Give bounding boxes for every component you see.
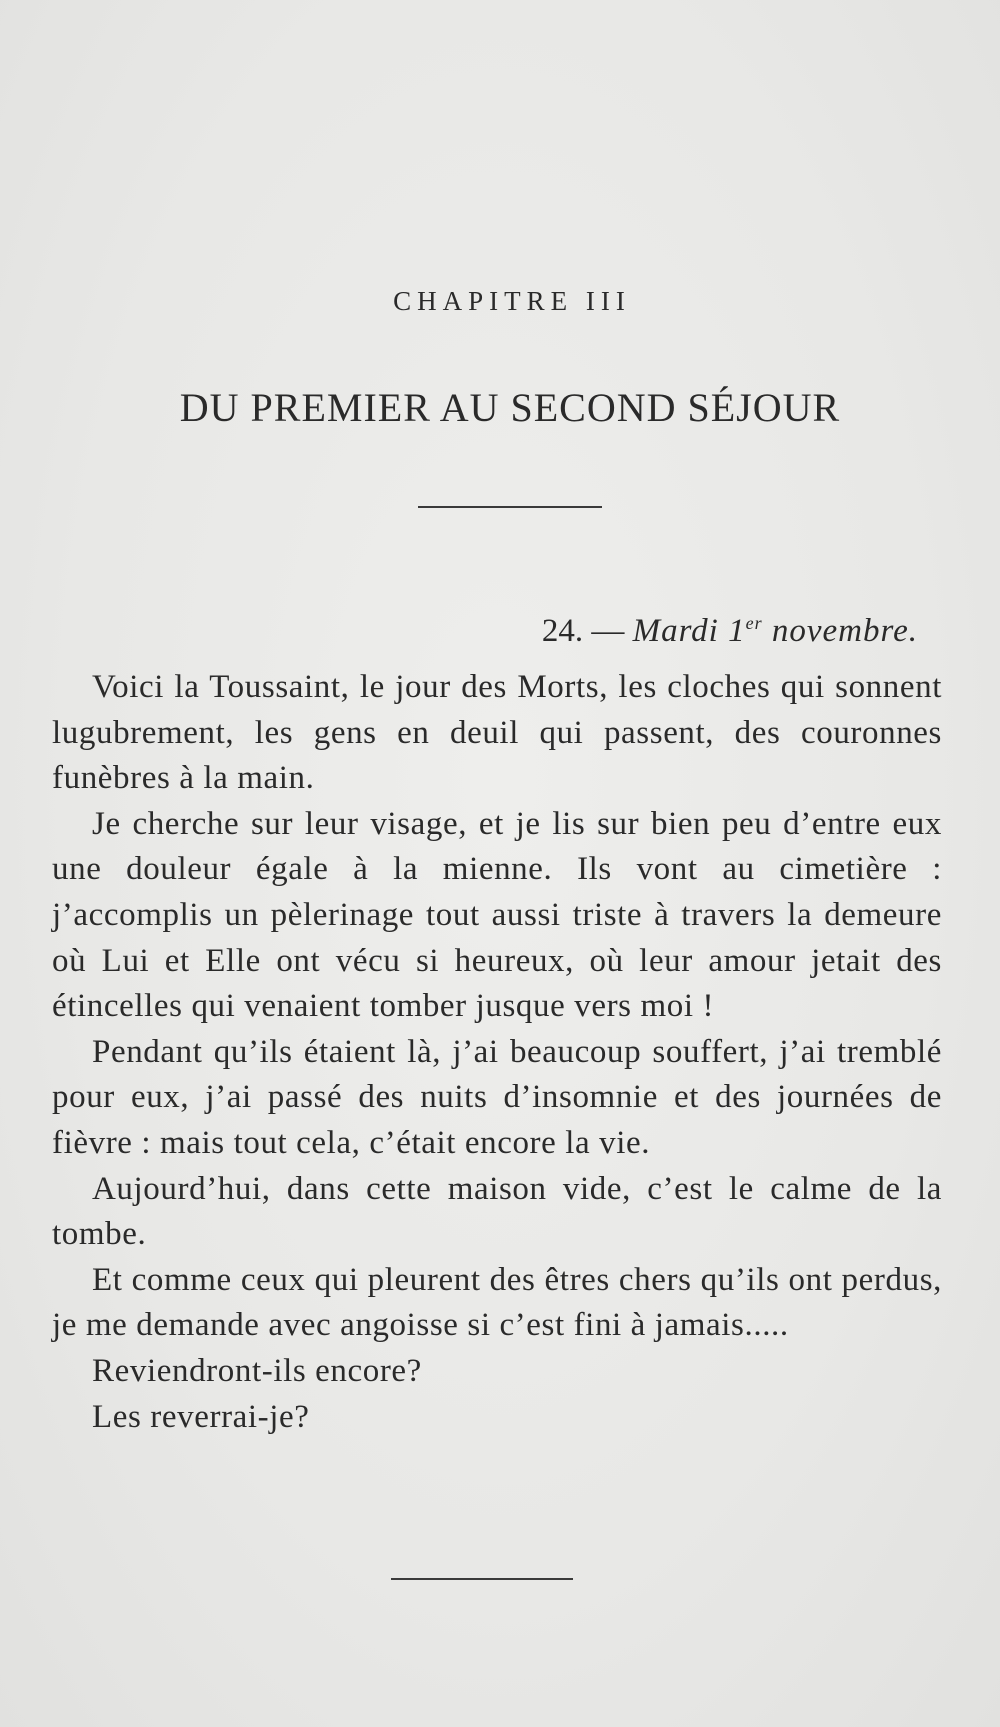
body-text — [52, 665, 942, 1440]
entry-date — [633, 613, 918, 649]
entry-date-superscript: er — [745, 613, 763, 633]
entry-number: 24. — — [541, 613, 625, 649]
entry-heading — [542, 613, 918, 650]
entry-date-prefix: Mardi 1 — [632, 613, 746, 649]
paragraph: Et comme ceux qui pleurent des êtres chers qu’ils ont perdus, je me demande avec angoisse si c’est fini à jamais..... — [52, 1261, 942, 1344]
paragraph: Aujourd’hui, dans cette maison vide, c’est le calme de la tombe. — [52, 1170, 942, 1253]
paragraph: Les reverrai-je? — [92, 1398, 310, 1435]
paragraph: Reviendront-ils encore? — [92, 1352, 422, 1389]
top-divider — [418, 506, 602, 508]
chapter-title: DU PREMIER AU SECOND SÉJOUR — [179, 385, 841, 430]
paragraph: Je cherche sur leur visage, et je lis sur bien peu d’entre eux une douleur égale à la mienne. Ils vont au cimetière : j’accomplis un pèlerinage tout aussi triste à travers la demeure où Lui et Elle ont vécu si heureux, où leur amour jetait des étincelles qui venaient tomber jusque vers moi ! — [52, 805, 942, 1025]
chapter-label: CHAPITRE III — [393, 286, 631, 316]
paragraph: Pendant qu’ils étaient là, j’ai beaucoup souffert, j’ai tremblé pour eux, j’ai passé des nuits d’insomnie et des journées de fièvre : mais tout cela, c’était encore la vie. — [52, 1033, 942, 1161]
entry-date-suffix: novembre. — [762, 613, 918, 649]
bottom-divider — [391, 1578, 573, 1580]
paragraph: Voici la Toussaint, le jour des Morts, les cloches qui sonnent lugubrement, les gens en deuil qui passent, des couronnes funèbres à la main. — [52, 669, 942, 797]
